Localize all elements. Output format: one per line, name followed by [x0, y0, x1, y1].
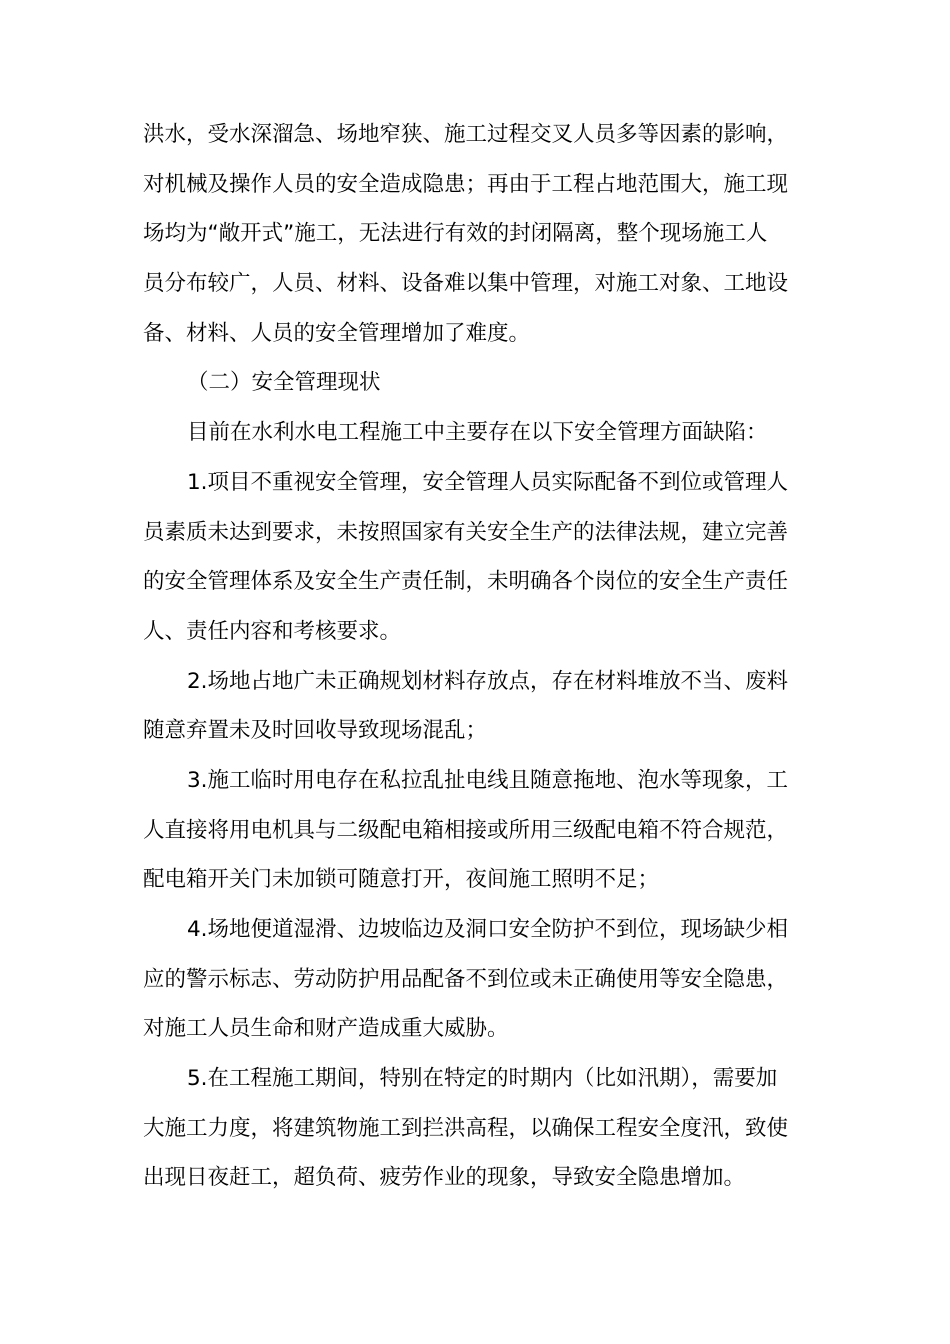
list-item-3-line: 3.施工临时用电存在私拉乱扯电线且随意拖地、泡水等现象，工: [187, 767, 789, 793]
list-item-1-line: 的安全管理体系及安全生产责任制，未明确各个岗位的安全生产责任: [143, 569, 789, 595]
list-item-1-line: 人、责任内容和考核要求。: [143, 618, 402, 644]
list-item-1-line: 1.项目不重视安全管理，安全管理人员实际配备不到位或管理人: [187, 469, 789, 495]
list-item-2-line: 随意弃置未及时回收导致现场混乱；: [143, 718, 488, 744]
list-item-5-line: 出现日夜赶工，超负荷、疲劳作业的现象，导致安全隐患增加。: [143, 1165, 746, 1191]
list-item-4-line: 对施工人员生命和财产造成重大威胁。: [143, 1016, 509, 1042]
list-item-2-line: 2.场地占地广未正确规划材料存放点，存在材料堆放不当、废料: [187, 668, 789, 694]
list-item-1-line: 员素质未达到要求，未按照国家有关安全生产的法律法规，建立完善: [143, 519, 789, 545]
list-item-5-line: 大施工力度，将建筑物施工到拦洪高程，以确保工程安全度汛，致使: [143, 1115, 789, 1141]
document-page: [143, 110, 811, 1203]
section-heading: （二）安全管理现状: [187, 370, 381, 396]
list-item-5-line: 5.在工程施工期间，特别在特定的时期内（比如汛期），需要加: [187, 1066, 778, 1092]
paragraph-line: 员分布较广，人员、材料、设备难以集中管理，对施工对象、工地设: [143, 271, 789, 297]
list-item-3-line: 配电箱开关门未加锁可随意打开，夜间施工照明不足；: [143, 867, 660, 893]
paragraph-line: 目前在水利水电工程施工中主要存在以下安全管理方面缺陷：: [187, 420, 768, 446]
list-item-4-line: 应的警示标志、劳动防护用品配备不到位或未正确使用等安全隐患，: [143, 966, 789, 992]
list-item-3-line: 人直接将用电机具与二级配电箱相接或所用三级配电箱不符合规范，: [143, 817, 789, 843]
paragraph-line: 洪水，受水深溜急、场地窄狭、施工过程交叉人员多等因素的影响，: [143, 122, 789, 147]
paragraph-line: 场均为“敞开式”施工，无法进行有效的封闭隔离，整个现场施工人: [143, 221, 768, 247]
paragraph-line: 对机械及操作人员的安全造成隐患；再由于工程占地范围大，施工现: [143, 171, 789, 197]
list-item-4-line: 4.场地便道湿滑、边坡临边及洞口安全防护不到位，现场缺少相: [187, 917, 789, 942]
paragraph-line: 备、材料、人员的安全管理增加了难度。: [143, 320, 531, 346]
